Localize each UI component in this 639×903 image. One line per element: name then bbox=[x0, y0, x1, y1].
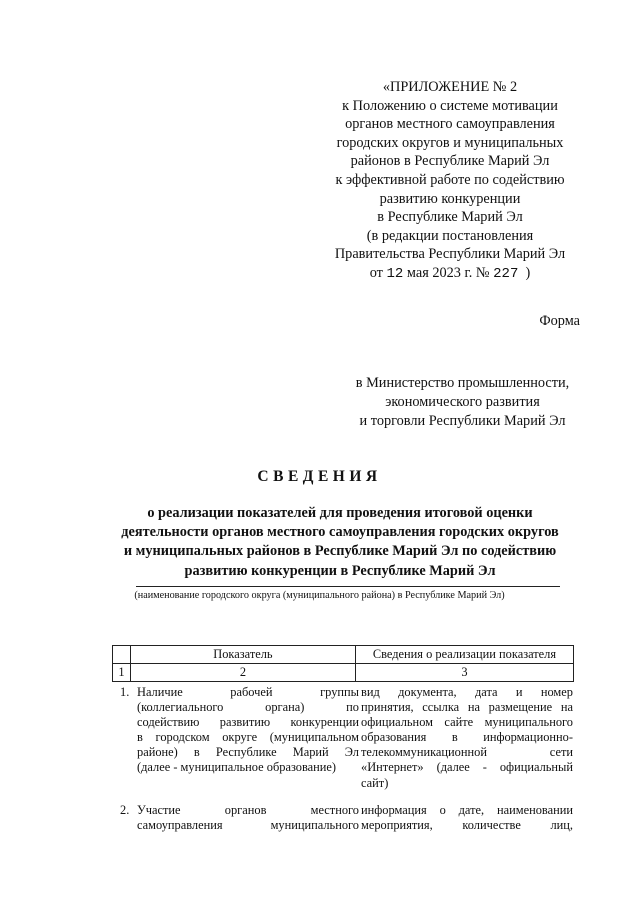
addressee-block bbox=[330, 374, 595, 431]
appendix-line: районов в Республике Марий Эл bbox=[350, 153, 550, 170]
word: количестве bbox=[462, 818, 521, 833]
appendix-header bbox=[320, 78, 580, 284]
appendix-line: к Положению о системе мотивации bbox=[342, 97, 558, 114]
form-label: Форма bbox=[539, 313, 580, 329]
indicator-cell bbox=[137, 685, 359, 776]
info-cell bbox=[361, 685, 573, 791]
header-cell-info: Сведения о реализации показателя bbox=[355, 646, 573, 664]
word: телекоммуникационной bbox=[361, 745, 487, 760]
info-cell bbox=[361, 803, 573, 833]
info-cell-line: информация о дате, наименовании bbox=[361, 803, 573, 817]
word: Наличие bbox=[137, 685, 183, 699]
name-fill-line bbox=[136, 586, 560, 587]
appendix-line: «ПРИЛОЖЕНИЕ № 2 bbox=[382, 79, 518, 95]
indicator-cell bbox=[137, 803, 359, 833]
indicator-cell-line: районе) в Республике Марий Эл bbox=[137, 745, 359, 760]
indicator-cell-line bbox=[137, 685, 359, 700]
table-body bbox=[112, 685, 582, 863]
addressee-line: и торговли Республики Марий Эл bbox=[359, 413, 566, 429]
table-header-row bbox=[113, 646, 574, 664]
indicator-cell-line bbox=[137, 803, 359, 818]
subtitle-line: деятельности органов местного самоуправления городских округов bbox=[121, 524, 559, 541]
info-cell-line bbox=[361, 685, 573, 700]
subtitle-line: и муниципальных районов в Республике Марий Эл по содействию bbox=[123, 543, 557, 560]
column-number: 2 bbox=[130, 664, 355, 682]
indicators-table bbox=[112, 645, 574, 682]
word: образования bbox=[361, 730, 427, 745]
row-number: 1. bbox=[120, 685, 130, 699]
date-prefix: от bbox=[369, 264, 383, 281]
word: сети bbox=[549, 745, 573, 760]
subtitle-line: развитию конкуренции в Республике Марий Эл bbox=[184, 562, 496, 579]
addressee-line: в Министерство промышленности, bbox=[355, 375, 570, 391]
word: самоуправления bbox=[137, 818, 223, 833]
info-cell-line: принятия, ссылка на размещение на bbox=[361, 700, 573, 715]
date-day: 12 bbox=[386, 265, 404, 282]
closing-paren: ) bbox=[525, 264, 531, 281]
document-title: СВЕДЕНИЯ bbox=[257, 468, 382, 485]
appendix-line: городских округов и муниципальных bbox=[336, 134, 564, 151]
header-cell-num bbox=[113, 646, 131, 664]
word: документа, bbox=[398, 685, 457, 699]
info-cell-line: сайт) bbox=[361, 775, 389, 790]
appendix-date-line bbox=[320, 264, 580, 284]
indicator-cell-line: содействию развитию конкуренции bbox=[137, 715, 359, 730]
word: номер bbox=[540, 685, 573, 699]
word: муниципального bbox=[270, 818, 359, 833]
indicator-cell-line: в городском округе (муниципальном bbox=[137, 730, 359, 745]
appendix-line: развитию конкуренции bbox=[379, 190, 521, 207]
info-cell-line bbox=[361, 818, 573, 833]
name-caption: (наименование городского округа (муниципального района) в Республике Марий Эл) bbox=[134, 590, 505, 601]
word: по bbox=[346, 700, 359, 715]
indicator-cell-line bbox=[137, 818, 359, 833]
word: дата bbox=[474, 685, 498, 699]
info-cell-line: официальном сайте муниципального bbox=[361, 715, 573, 730]
appendix-line: Правительства Республики Марий Эл bbox=[334, 246, 566, 263]
date-middle: мая 2023 г. № bbox=[406, 264, 490, 281]
word: местного bbox=[310, 803, 359, 817]
addressee-line: экономического развития bbox=[385, 394, 540, 410]
word: вид bbox=[361, 685, 380, 699]
word: Участие bbox=[137, 803, 181, 817]
word: мероприятия, bbox=[361, 818, 433, 833]
word: (коллегиального bbox=[137, 700, 224, 715]
info-cell-line: «Интернет» (далее - официальный bbox=[361, 760, 573, 775]
appendix-line: в Республике Марий Эл bbox=[377, 209, 523, 226]
word: группы bbox=[320, 685, 359, 699]
column-number: 1 bbox=[113, 664, 131, 682]
table-row bbox=[112, 685, 582, 803]
word: органов bbox=[224, 803, 267, 817]
appendix-line: органов местного самоуправления bbox=[345, 116, 555, 133]
appendix-line: (в редакции постановления bbox=[366, 227, 534, 244]
header-cell-indicator: Показатель bbox=[130, 646, 355, 664]
indicator-cell-line: (далее - муниципальное образование) bbox=[137, 760, 337, 775]
document-subtitle bbox=[90, 504, 590, 581]
indicator-cell-line bbox=[137, 700, 359, 715]
document-number: 227 bbox=[493, 265, 519, 282]
row-number: 2. bbox=[120, 803, 130, 817]
info-cell-line bbox=[361, 745, 573, 760]
info-cell-line bbox=[361, 730, 573, 745]
word: информационно- bbox=[483, 730, 573, 745]
word: в bbox=[451, 730, 458, 745]
column-number-row bbox=[113, 664, 574, 682]
word: лиц, bbox=[550, 818, 573, 833]
word: органа) bbox=[265, 700, 305, 715]
appendix-line: к эффективной работе по содействию bbox=[335, 171, 565, 188]
word: рабочей bbox=[230, 685, 273, 699]
word: и bbox=[515, 685, 523, 699]
column-number: 3 bbox=[355, 664, 573, 682]
subtitle-line: о реализации показателей для проведения итоговой оценки bbox=[147, 505, 533, 521]
table-row bbox=[112, 803, 582, 863]
